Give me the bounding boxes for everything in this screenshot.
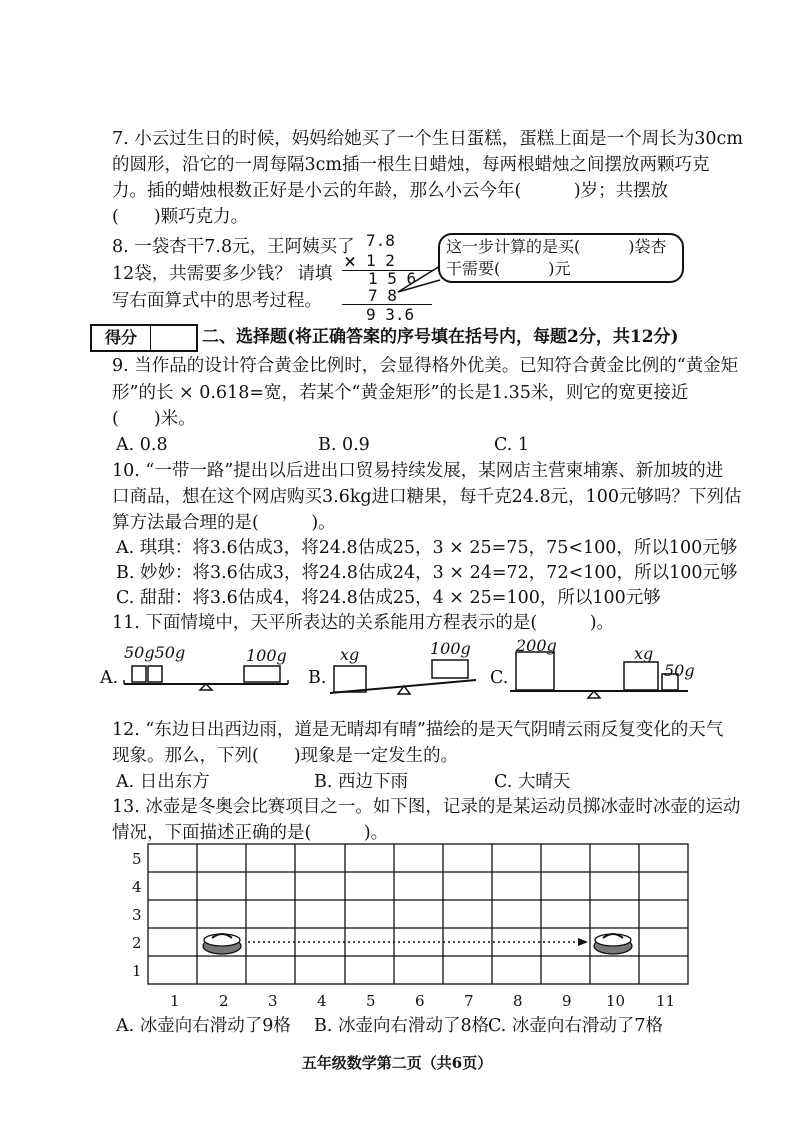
- x-label-7: 7: [464, 992, 474, 1010]
- q11-c-letter: C.: [490, 668, 509, 688]
- q13-option-b: B. 冰壶向右滑动了8格: [314, 1016, 490, 1036]
- q13-option-c: C. 冰壶向右滑动了7格: [488, 1016, 664, 1036]
- x-label-6: 6: [415, 992, 425, 1010]
- x-label-9: 9: [562, 992, 572, 1010]
- section-title: 二、选择题(将正确答案的序号填在括号内，每题2分，共12分): [202, 327, 679, 347]
- page-footer: 五年级数学第二页（共6页）: [301, 1054, 493, 1072]
- q11-a-right-label: 100g: [246, 646, 287, 665]
- q11-a-letter: A.: [100, 668, 119, 688]
- q10-line-2: 口商品，想在这个网店购买3.6kg进口糖果，每千克24.8元，100元够吗？下列估: [112, 487, 742, 507]
- vertical-row2: 1 2: [366, 251, 395, 270]
- y-label-3: 3: [132, 906, 142, 924]
- balance-a: [118, 660, 298, 702]
- x-label-3: 3: [268, 992, 278, 1010]
- x-label-2: 2: [219, 992, 229, 1010]
- q12-option-a: A. 日出东方: [116, 772, 210, 792]
- q7-line-1: 7. 小云过生日的时候，妈妈给她买了一个生日蛋糕，蛋糕上面是一个周长为30cm: [112, 129, 743, 149]
- curling-stone-start-icon: [203, 934, 241, 954]
- q7-line-4: ( )颗巧克力。: [112, 207, 249, 227]
- x-label-8: 8: [513, 992, 523, 1010]
- q8-line-3: 写右面算式中的思考过程。: [112, 291, 322, 311]
- q12-option-c: C. 大晴天: [494, 772, 571, 792]
- q8-line-1: 8. 一袋杏干7.8元，王阿姨买了: [112, 237, 355, 257]
- y-label-2: 2: [132, 934, 142, 952]
- q7-line-2: 的圆形，沿它的一周每隔3cm插一根生日蜡烛，每两根蜡烛之间摆放两颗巧克: [112, 155, 710, 175]
- q11-b-letter: B.: [308, 668, 327, 688]
- q11-b-left-label: xg: [340, 645, 360, 664]
- x-label-11: 11: [656, 992, 676, 1010]
- vertical-result: 9 3.6: [366, 305, 415, 324]
- balance-c: [504, 648, 694, 702]
- y-label-5: 5: [132, 850, 142, 868]
- speech-bubble: [438, 233, 684, 283]
- q11-b-right-label: 100g: [430, 639, 471, 658]
- q13-line-2: 情况，下面描述正确的是( )。: [112, 823, 389, 843]
- q10-option-a: A. 琪琪：将3.6估成3，将24.8估成25，3 × 25=75，75<100，所以100元够: [116, 538, 738, 558]
- y-label-4: 4: [132, 878, 142, 896]
- q8-line-2: 12袋，共需要多少钱？ 请填: [112, 264, 333, 284]
- q9-line-1: 9. 当作品的设计符合黄金比例时，会显得格外优美。已知符合黄金比例的“黄金矩: [112, 356, 739, 376]
- multiply-sign: ×: [344, 249, 357, 273]
- q11-line: 11. 下面情境中，天平所表达的关系能用方程表示的是( )。: [112, 613, 615, 633]
- q10-option-c: C. 甜甜：将3.6估成4，将24.8估成25，4 × 25=100，所以100元够: [116, 588, 661, 608]
- q11-c-left-label: 200g: [516, 636, 557, 655]
- q11-c-right-label: xg: [634, 644, 654, 663]
- q9-option-a: A. 0.8: [116, 435, 168, 455]
- curling-stone-end-icon: [594, 934, 632, 954]
- q12-option-b: B. 西边下雨: [314, 772, 408, 792]
- score-box: [90, 324, 198, 352]
- x-label-10: 10: [606, 992, 626, 1010]
- q13-option-a: A. 冰壶向右滑动了9格: [116, 1016, 291, 1036]
- q9-option-b: B. 0.9: [318, 435, 370, 455]
- x-label-5: 5: [366, 992, 376, 1010]
- x-label-1: 1: [170, 992, 180, 1010]
- q9-line-2: 形”的长 × 0.618=宽，若某个“黄金矩形”的长是1.35米，则它的宽更接近: [112, 383, 689, 403]
- balance-b: [326, 656, 486, 702]
- vertical-row1: 7.8: [366, 231, 395, 250]
- q11-c-right2-label: 50g: [664, 661, 695, 680]
- bubble-line-2: 干需要( )元: [446, 259, 571, 278]
- q9-option-c: C. 1: [494, 435, 530, 455]
- y-label-1: 1: [132, 962, 142, 980]
- q13-line-1: 13. 冰壶是冬奥会比赛项目之一。如下图，记录的是某运动员掷冰壶时冰壶的运动: [112, 797, 741, 817]
- q12-line-1: 12. “东边日出西边雨，道是无晴却有晴”描绘的是天气阴晴云雨反复变化的天气: [112, 720, 724, 740]
- x-label-4: 4: [317, 992, 327, 1010]
- q10-line-1: 10. “一带一路”提出以后进出口贸易持续发展，某网店主营柬埔寨、新加坡的进: [112, 461, 724, 481]
- q10-line-3: 算方法最合理的是( )。: [112, 513, 336, 533]
- q7-line-3: 力。插的蜡烛根数正好是小云的年龄，那么小云今年( )岁；共摆放: [112, 181, 669, 201]
- q12-line-2: 现象。那么，下列( )现象是一定发生的。: [112, 746, 459, 766]
- q9-line-3: ( )米。: [112, 409, 196, 429]
- q10-option-b: B. 妙妙：将3.6估成3，将24.8估成24，3 × 24=72，72<100，所以100元够: [116, 563, 738, 583]
- q11-a-left-label: 50g50g: [124, 643, 186, 662]
- vertical-row3: 1 5 6: [368, 269, 417, 288]
- score-label: 得分: [92, 326, 151, 350]
- vertical-row4: 7 8: [368, 286, 397, 305]
- bubble-line-1: 这一步计算的是买( )袋杏: [446, 237, 667, 256]
